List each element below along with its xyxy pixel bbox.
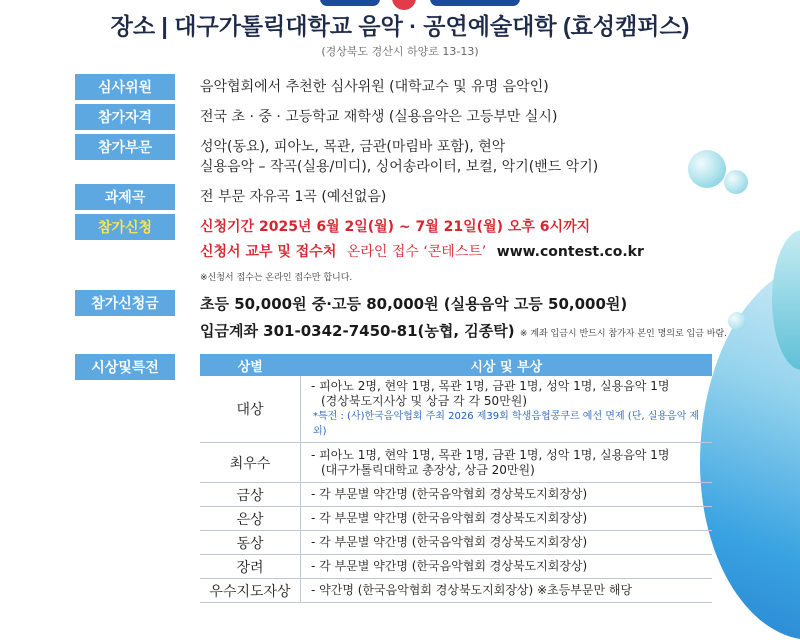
award-prize: - 각 부문별 약간명 (한국음악협회 경상북도지회장상) [301,555,713,579]
label-fee: 참가신청금 [75,290,175,316]
bubble-decoration-large [688,150,726,188]
fee-account-note: ※ 계좌 입금시 반드시 참가자 본인 명의로 입금 바람. [519,329,728,339]
award-prize-line: - 피아노 1명, 현악 1명, 목관 1명, 금관 1명, 성악 1명, 실용음악 1명 [311,447,670,462]
application-url-link[interactable]: www.contest.co.kr [496,244,644,260]
awards-table-header [200,354,712,376]
label-judges: 심사위원 [75,74,175,100]
header-decoration-bar-right [430,0,520,6]
bubble-decoration-small [724,170,748,194]
award-rank: 은상 [200,507,301,531]
label-division: 참가부문 [75,134,175,160]
value-eligibility: 전국 초 · 중 · 고등학교 재학생 (실용음악은 고등부만 실시) [200,109,558,125]
table-row [200,531,712,555]
award-special-note: *특전 : (사)한국음악협회 주최 2026 제39회 학생음협콩쿠르 예선 면제 (단, 실용음악 제외) [313,411,700,437]
awards-header-prize: 시상 및 부상 [301,354,713,376]
award-rank: 우수지도자상 [200,579,301,603]
award-prize [301,443,713,483]
table-row [200,483,712,507]
award-prize: - 각 부문별 약간명 (한국음악협회 경상북도지회장상) [301,507,713,531]
award-prize-line: - 피아노 2명, 현악 1명, 목관 1명, 금관 1명, 성악 1명, 실용음악 1명 [311,379,670,393]
award-prize: - 각 부문별 약간명 (한국음악협회 경상북도지회장상) [301,531,713,555]
value-division-line2: 실용음악 – 작곡(실용/미디), 싱어송라이터, 보컬, 악기(밴드 악기) [200,159,599,175]
header-decoration-bar-left [320,0,380,6]
application-note: ※신청서 접수는 온라인 접수만 합니다. [200,273,353,283]
table-row [200,507,712,531]
fee-account: 입금계좌 301-0342-7450-81(농협, 김종탁) [200,322,515,340]
award-rank: 동상 [200,531,301,555]
table-row [200,443,712,483]
award-rank: 최우수 [200,443,301,483]
label-eligibility: 참가자격 [75,104,175,130]
bubble-decoration-tiny [728,312,746,330]
table-row [200,376,712,443]
value-division-line1: 성악(동요), 피아노, 목관, 금관(마림바 포함), 현악 [200,139,506,155]
award-rank: 금상 [200,483,301,507]
value-fee: 초등 50,000원 중·고등 80,000원 (실용음악 고등 50,000원) [200,295,628,313]
application-method-label: 신청서 교부 및 접수처 [200,244,337,260]
venue-address: (경상북도 경산시 하양로 13-13) [321,45,479,58]
label-piece: 과제곡 [75,184,175,210]
table-row [200,579,712,603]
value-application-method-row [200,242,644,262]
label-application: 참가신청 [75,214,175,240]
award-prize-line: (대구가톨릭대학교 총장상, 상금 20만원) [321,462,535,477]
value-application-period: 신청기간 2025년 6월 2일(월) ~ 7월 21일(월) 오후 6시까지 [200,219,591,235]
venue-title: 장소 | 대구가톨릭대학교 음악 · 공연예술대학 (효성캠퍼스) [110,13,690,39]
awards-header-rank: 상별 [200,354,301,376]
award-rank: 대상 [200,376,301,443]
award-prize: - 약간명 (한국음악협회 경상북도지회장상) ※초등부문만 해당 [301,579,713,603]
label-awards: 시상및특전 [75,354,175,380]
award-prize [301,376,713,443]
value-piece: 전 부문 자유곡 1곡 (예선없음) [200,189,387,205]
award-rank: 장려 [200,555,301,579]
value-judges: 음악협회에서 추천한 심사위원 (대학교수 및 유명 음악인) [200,79,549,95]
award-prize-line: (경상북도지사상 및 상금 각 각 50만원) [321,394,527,408]
table-row [200,555,712,579]
awards-table [200,354,712,603]
application-method: 온라인 접수 ‘콘테스트’ [346,244,487,260]
value-fee-account-row [200,320,727,341]
award-prize: - 각 부문별 약간명 (한국음악협회 경상북도지회장상) [301,483,713,507]
